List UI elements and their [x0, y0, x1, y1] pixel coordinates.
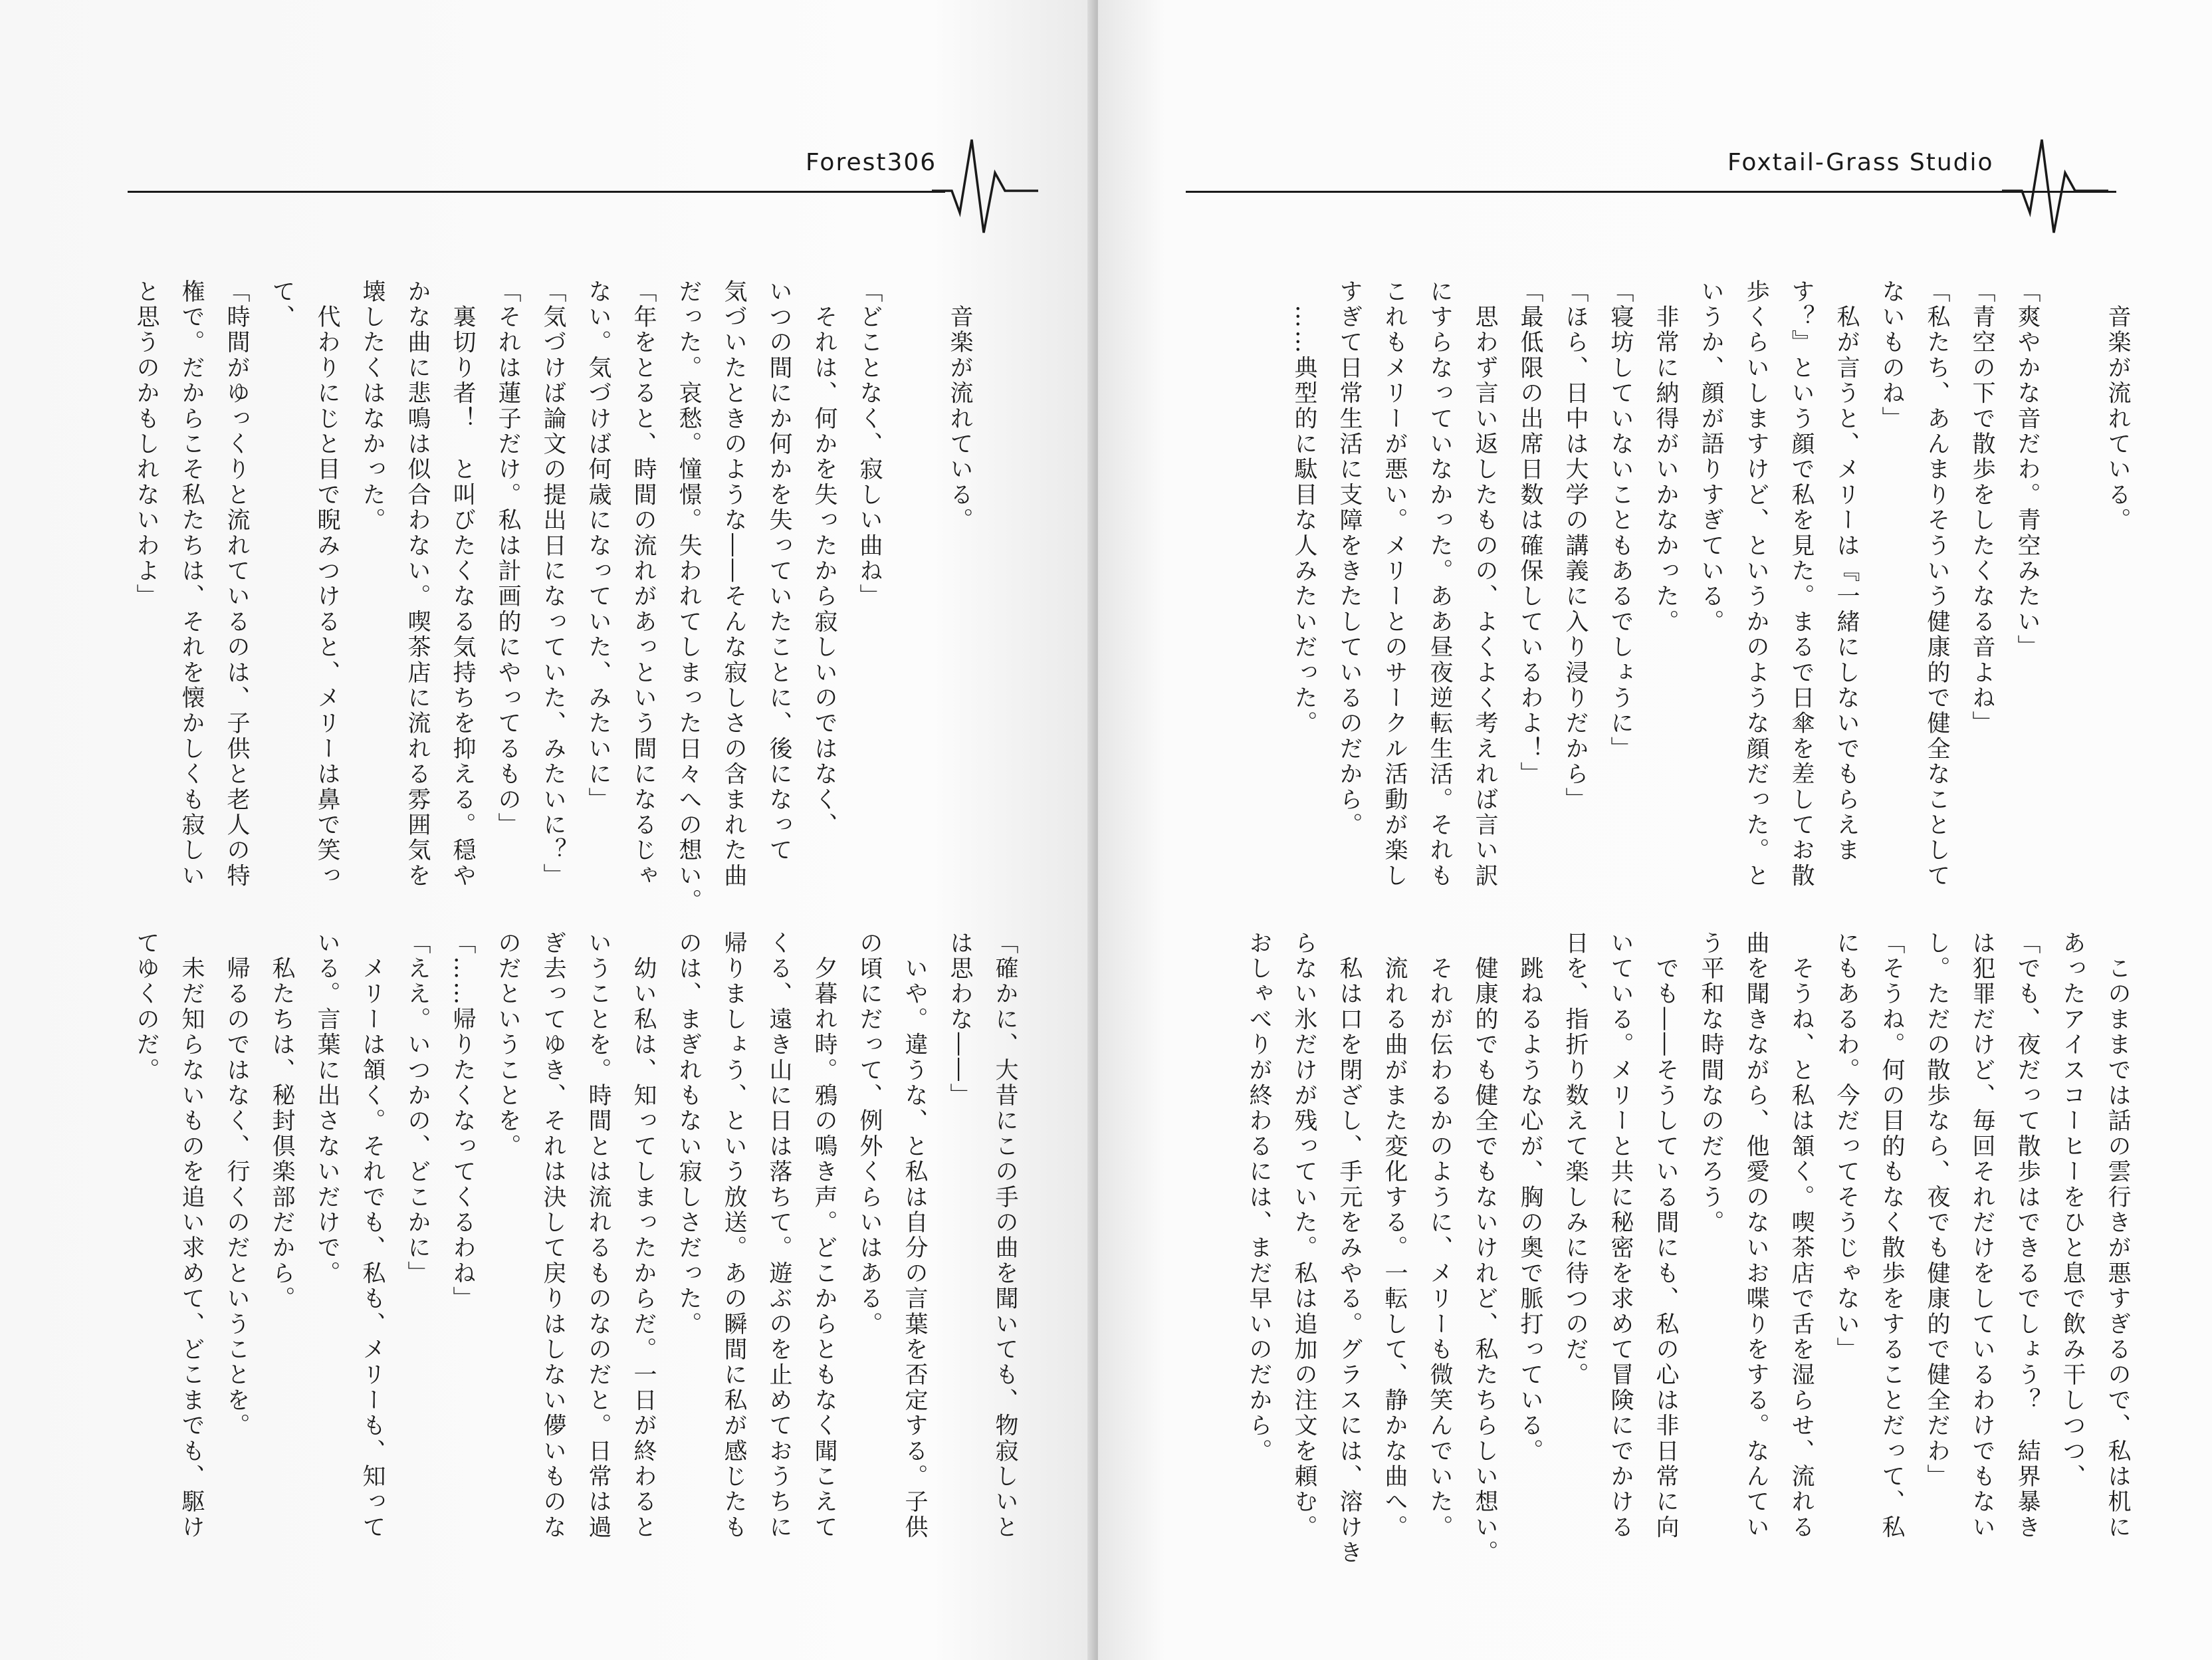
right-header-label: Foxtail-Grass Studio	[1727, 149, 1994, 176]
left-header-rule	[128, 191, 945, 193]
left-page	[0, 0, 1095, 1660]
text-line: ……典型的に駄目な人みたいだった。	[1291, 279, 1317, 737]
text-line: と思うのかもしれないわよ」	[133, 279, 160, 610]
text-line: このままでは話の雲行きが悪すぎるので、私は机に	[2104, 931, 2131, 1540]
text-line: す？』という顔で私を見た。まるで日傘を差してお散	[1788, 279, 1815, 889]
text-line: のだということを。	[495, 931, 521, 1159]
text-line: 帰るのではなく、行くのだということを。	[223, 931, 250, 1439]
text-line: は犯罪だけど、毎回それだけをしているわけでもない	[1969, 931, 1995, 1540]
text-line: 私たちは、秘封倶楽部だから。	[269, 931, 295, 1312]
text-line: 私は口を閉ざし、手元をみやる。グラスには、溶けき	[1336, 931, 1363, 1566]
text-line: これもメリーが悪い。メリーとのサークル活動が楽し	[1381, 279, 1408, 889]
text-line: いうか、顔が語りすぎている。	[1698, 279, 1724, 635]
text-line: 「……帰りたくなってくるわね」	[449, 931, 476, 1312]
text-line: 「時間がゆっくりと流れているのは、子供と老人の特	[223, 279, 250, 889]
text-line: 日を、指折り数えて楽しみに待つのだ。	[1562, 931, 1589, 1388]
text-line: て、	[269, 279, 295, 330]
text-line: でも――そうしている間にも、私の心は非日常に向	[1652, 931, 1679, 1540]
text-line: 「寝坊していないこともあるでしょうに」	[1607, 279, 1634, 762]
text-line: いうことを。時間とは流れるものなのだと。日常は過	[585, 931, 611, 1540]
text-line: 権で。だからこそ私たちは、それを懐かしくも寂しい	[178, 279, 205, 889]
text-line: 夕暮れ時。鴉の鳴き声。どこからともなく聞こえて	[811, 931, 837, 1540]
text-line: の頃にだって、例外くらいはある。	[856, 931, 883, 1338]
text-line: 気づいたときのような――そんな寂しさの含まれた曲	[720, 279, 747, 889]
right-page	[1098, 0, 2212, 1660]
text-line: いつの間にか何かを失っていたことに、後になって	[766, 279, 792, 864]
text-line: 健康的でも健全でもないけれど、私たちらしい想い。	[1472, 931, 1498, 1566]
text-line: それが伝わるかのように、メリーも微笑んでいた。	[1426, 931, 1453, 1540]
text-line: 「でも、夜だって散歩はできるでしょう？ 結界暴き	[2014, 931, 2041, 1540]
text-line: いている。メリーと共に秘密を求めて冒険にでかける	[1607, 931, 1634, 1540]
text-line: 歩くらいしますけど、というかのような顔だった。と	[1743, 279, 1769, 889]
text-line: 未だ知らないものを追い求めて、どこまでも、駆け	[178, 931, 205, 1540]
text-line: ない。気づけば何歳になっていた、みたいに」	[585, 279, 611, 813]
text-line: 非常に納得がいかなかった。	[1652, 279, 1679, 635]
right-heartbeat-icon	[2002, 133, 2108, 239]
text-line: 「私たち、あんまりそういう健康的で健全なことして	[1924, 279, 1950, 889]
text-line: 「ええ。いつかの、どこかに」	[404, 931, 431, 1286]
text-line: 「最低限の出席日数は確保しているわよ！」	[1517, 279, 1543, 787]
text-line: くる、遠き山に日は落ちて。遊ぶのを止めておうちに	[766, 931, 792, 1540]
text-line: 代わりにじと目で睨みつけると、メリーは鼻で笑っ	[314, 279, 340, 889]
text-line: 「気づけば論文の提出日になっていた、みたいに？」	[540, 279, 566, 889]
text-line: おしゃべりが終わるには、まだ早いのだから。	[1246, 931, 1272, 1465]
text-line: 曲を聞きながら、他愛のないお喋りをする。なんてい	[1743, 931, 1769, 1540]
text-line: は思わな――」	[946, 931, 973, 1109]
left-heartbeat-icon	[932, 133, 1038, 239]
text-line	[892, 279, 937, 917]
left-bottom-column-block	[117, 931, 1028, 1576]
text-line: 「青空の下で散歩をしたくなる音よね」	[1969, 279, 1995, 737]
text-line: あったアイスコーヒーをひと息で飲み干しつつ、	[2059, 931, 2086, 1490]
text-line: 帰りましょう、という放送。あの瞬間に私が感じたも	[720, 931, 747, 1540]
text-line: のは、まぎれもない寂しさだった。	[675, 931, 702, 1338]
text-line: にもあるわ。今だってそうじゃない」	[1833, 931, 1860, 1363]
text-line: 音楽が流れている。	[2104, 279, 2131, 533]
text-line: 「どことなく、寂しい曲ね」	[856, 279, 883, 610]
text-line	[2050, 279, 2095, 917]
text-line	[982, 279, 1028, 917]
text-line: らない氷だけが残っていた。私は追加の注文を頼む。	[1291, 931, 1317, 1540]
text-line: し。ただの散歩なら、夜でも健康的で健全だわ」	[1924, 931, 1950, 1490]
text-line: いる。言葉に出さないだけで。	[314, 931, 340, 1286]
text-line: 私が言うと、メリーは『一緒にしないでもらえま	[1833, 279, 1860, 864]
text-line: いや。違うな、と私は自分の言葉を否定する。子供	[901, 931, 928, 1540]
text-line: てゆくのだ。	[133, 931, 160, 1084]
text-line: 「爽やかな音だわ。青空みたい」	[2014, 279, 2041, 660]
text-line: 「ほら、日中は大学の講義に入り浸りだから」	[1562, 279, 1589, 813]
text-line: 流れる曲がまた変化する。一転して、静かな曲へ。	[1381, 931, 1408, 1540]
left-header-label: Forest306	[806, 149, 937, 176]
text-line: それは、何かを失ったから寂しいのではなく、	[811, 279, 837, 838]
text-line: ぎ去ってゆき、それは決して戻りはしない儚いものな	[540, 931, 566, 1540]
text-line: 「そうね。何の目的もなく散歩をすることだって、私	[1878, 931, 1905, 1540]
text-line: ないものね」	[1878, 279, 1905, 432]
text-line: 「確かに、大昔にこの手の曲を聞いても、物寂しいと	[992, 931, 1018, 1540]
text-line: 跳ねるような心が、胸の奥で脈打っている。	[1517, 931, 1543, 1465]
text-line: 壊したくはなかった。	[359, 279, 386, 533]
text-line: メリーは頷く。それでも、私も、メリーも、知って	[359, 931, 386, 1540]
text-line: にすらなっていなかった。ああ昼夜逆転生活。それも	[1426, 279, 1453, 889]
text-line: 思わず言い返したものの、よくよく考えれば言い訳	[1472, 279, 1498, 889]
right-bottom-column-block	[1176, 931, 2140, 1576]
right-header-rule	[1186, 191, 2116, 193]
text-line: 裏切り者！ と叫びたくなる気持ちを抑える。穏や	[449, 279, 476, 889]
text-line: だった。哀愁。憧憬。失われてしまった日々への想い。	[675, 279, 702, 914]
text-line: 「年をとると、時間の流れがあっという間になるじゃ	[630, 279, 657, 889]
text-line: すぎて日常生活に支障をきたしているのだから。	[1336, 279, 1363, 838]
text-line: かな曲に悲鳴は似合わない。喫茶店に流れる雰囲気を	[404, 279, 431, 889]
text-line: 「それは蓮子だけ。私は計画的にやってるもの」	[495, 279, 521, 838]
left-top-column-block	[117, 279, 1028, 917]
text-line: 幼い私は、知ってしまったからだ。一日が終わると	[630, 931, 657, 1540]
text-line: 音楽が流れている。	[946, 279, 973, 533]
text-line: そうね、と私は頷く。喫茶店で舌を湿らせ、流れる	[1788, 931, 1815, 1540]
text-line: う平和な時間なのだろう。	[1698, 931, 1724, 1236]
right-top-column-block	[1176, 279, 2140, 917]
